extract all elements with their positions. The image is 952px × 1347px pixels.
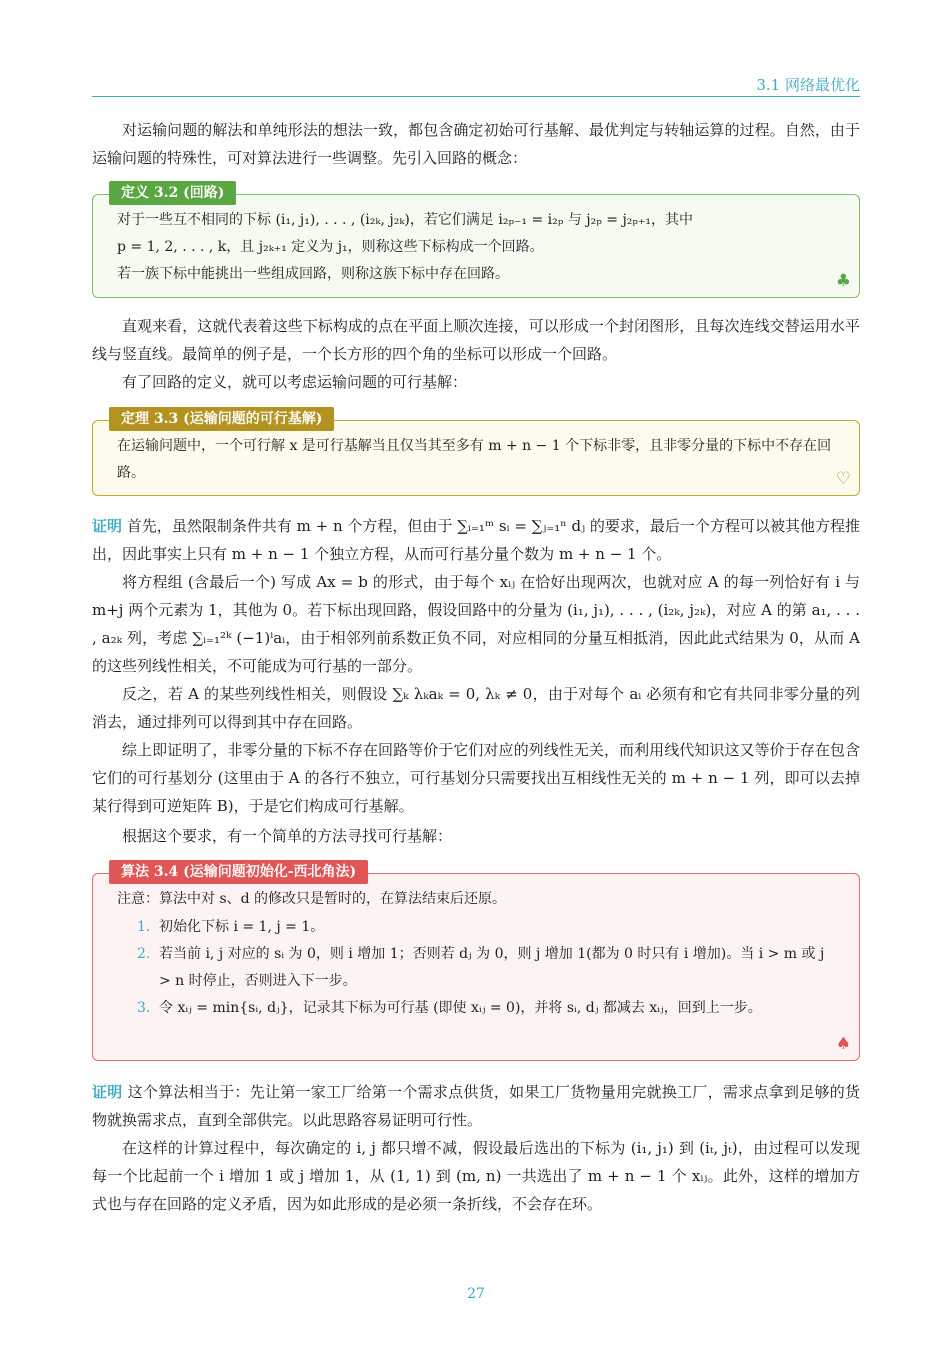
page-number: 27 (467, 1286, 485, 1302)
algorithm-step (137, 914, 839, 941)
definition-line: 对于一些互不相同的下标 (i₁, j₁), . . . , (i₂ₖ, j₂ₖ)，若它们满足 i₂ₚ₋₁ = i₂ₚ 与 j₂ₚ = j₂ₚ₊₁，其中 (117, 212, 693, 228)
algorithm-steps (137, 914, 839, 1022)
heart-icon: ♡ (835, 469, 851, 489)
proof-paragraph: 将方程组 (含最后一个) 写成 Ax = b 的形式，由于每个 xᵢⱼ 在恰好出现两次，也就对应 A 的每一列恰好有 i 与 m+j 两个元素为 1，其他为 0。若下标出现回路，假设回路中的分量为 (i₁, j₁), . . . , (i₂ₖ, j₂ₖ)，对应 A 的第 a₁, . . . , a₂ₖ 列，考虑 ∑ᵢ₌₁²ᵏ (−1)ⁱaᵢ，由于相邻列前系数正负不同，对应相同的分量互相抵消，因此此式结果为 0，从而 A 的这些列线性相关，不可能成为可行基的一部分。 (92, 573, 860, 675)
method-paragraph: 根据这个要求，有一个简单的方法寻找可行基解： (122, 827, 453, 845)
definition-line: 若一族下标中能挑出一些组成回路，则称这族下标中存在回路。 (117, 266, 509, 282)
proof-block (92, 512, 860, 820)
step-text: 令 xᵢⱼ = min{sᵢ, dⱼ}，记录其下标为可行基 (即使 xᵢⱼ = 0)，并将 sᵢ, dⱼ 都减去 xᵢⱼ，回到上一步。 (159, 1000, 762, 1016)
theorem-label: 定理 3.3 (运输问题的可行基解) (109, 407, 334, 431)
proof-text: 这个算法相当于：先让第一家工厂给第一个需求点供货，如果工厂货物量用完就换工厂，需求点拿到足够的货物就换需求点，直到全部供完。以此思路容易证明可行性。 (92, 1083, 860, 1129)
proof-text: 首先，虽然限制条件共有 m + n 个方程，但由于 ∑ᵢ₌₁ᵐ sᵢ = ∑ⱼ₌₁ⁿ dⱼ 的要求，最后一个方程可以被其他方程推出，因此事实上只有 m + n − 1 个独立方程，从而可行基分量个数为 m + n − 1 个。 (92, 517, 860, 563)
step-text: 若当前 i, j 对应的 sᵢ 为 0，则 i 增加 1；否则若 dⱼ 为 0，则 j 增加 1(都为 0 时只有 i 增加)。当 i > m 或 j > n 时停止，否则进入下一步。 (159, 946, 825, 989)
proof-paragraph: 综上即证明了，非零分量的下标不存在回路等价于它们对应的列线性无关，而利用线代知识这又等价于存在包含它们的可行基划分 (这里由于 A 的各行不独立，可行基划分只需要找出互相线性无关的 m + n − 1 列，即可以去掉某行得到可逆矩阵 B)，于是它们构成可行基解。 (92, 741, 860, 815)
algorithm-step (137, 941, 839, 995)
proof-paragraph: 反之，若 A 的某些列线性相关，则假设 ∑ₖ λₖaₖ = 0, λₖ ≠ 0，由于对每个 aᵢ 必须有和它有共同非零分量的列消去，通过排列可以得到其中存在回路。 (92, 685, 860, 731)
definition-box (92, 185, 860, 298)
step-number: 2. (137, 946, 151, 962)
definition-body (117, 207, 839, 288)
theorem-box (92, 411, 860, 496)
algorithm-label: 算法 3.4 (运输问题初始化-西北角法) (109, 860, 368, 884)
algorithm-note: 注意：算法中对 s、d 的修改只是暂时的，在算法结束后还原。 (117, 891, 507, 907)
intro-paragraph: 对运输问题的解法和单纯形法的想法一致，都包含确定初始可行基解、最优判定与转轴运算的过程。自然，由于运输问题的特殊性，可对算法进行一些调整。先引入回路的概念： (92, 121, 860, 167)
proof-label: 证明 (92, 517, 123, 535)
proof-label: 证明 (92, 1083, 123, 1101)
algorithm-step (137, 995, 839, 1022)
proof-paragraph (92, 1078, 860, 1134)
definition-line: p = 1, 2, . . . , k，且 j₂ₖ₊₁ 定义为 j₁，则称这些下标构成一个回路。 (117, 239, 544, 255)
step-number: 1. (137, 919, 151, 935)
proof-block (92, 1078, 860, 1218)
step-text: 初始化下标 i = 1, j = 1。 (159, 919, 325, 935)
proof-paragraph: 在这样的计算过程中，每次确定的 i, j 都只增不减，假设最后选出的下标为 (i₁, j₁) 到 (iₜ, jₜ)，由过程可以发现每一个比起前一个 i 增加 1 或 j 增加 1，从 (1, 1) 到 (m, n) 一共选出了 m + n − 1 个 xᵢⱼ。此外，这样的增加方式也与存在回路的定义矛盾，因为如此形成的是必须一条折线，不会存在环。 (92, 1139, 860, 1213)
spade-icon: ♠ (835, 1034, 851, 1054)
proof-paragraph (92, 512, 860, 568)
algorithm-box (92, 864, 860, 1061)
definition-label: 定义 3.2 (回路) (109, 181, 236, 205)
section-title: 3.1 网络最优化 (756, 76, 860, 94)
step-number: 3. (137, 1000, 151, 1016)
intuition-paragraph: 直观来看，这就代表着这些下标构成的点在平面上顺次连接，可以形成一个封闭图形，且每次连线交替运用水平线与竖直线。最简单的例子是，一个长方形的四个角的坐标可以形成一个回路。 (92, 317, 860, 363)
running-header (92, 74, 860, 97)
transition-paragraph: 有了回路的定义，就可以考虑运输问题的可行基解： (122, 373, 468, 391)
club-icon: ♣ (835, 271, 851, 291)
theorem-text: 在运输问题中，一个可行解 x 是可行基解当且仅当其至多有 m + n − 1 个下标非零，且非零分量的下标中不存在回路。 (117, 438, 832, 481)
